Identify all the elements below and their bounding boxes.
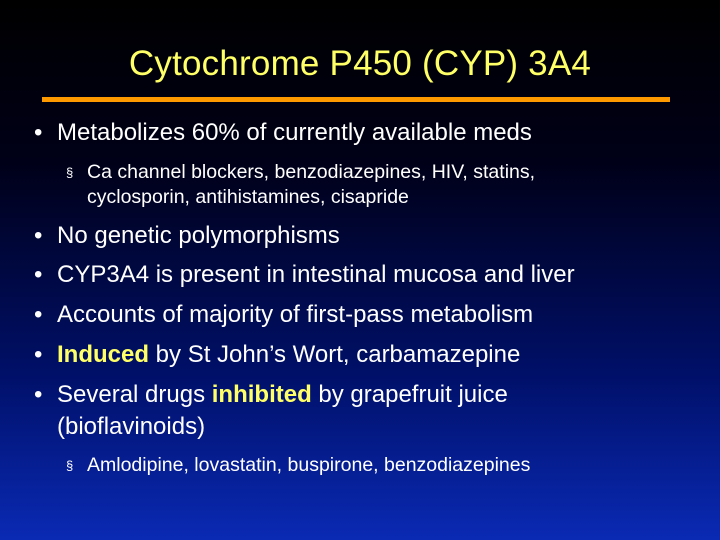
bullet-dot: • xyxy=(34,381,43,408)
bullet-dot: • xyxy=(34,341,43,368)
bullet-dot: • xyxy=(34,119,43,146)
bullet-text-pre: Several drugs xyxy=(57,381,212,408)
bullet-text-rest: by St John’s Wort, carbamazepine xyxy=(149,341,521,368)
bullet-text xyxy=(57,380,508,410)
bullet-text: Accounts of majority of first-pass metabolism xyxy=(57,301,534,328)
emphasis-induced: Induced xyxy=(57,341,150,368)
bullet-dot: • xyxy=(34,301,43,328)
bullet-text xyxy=(57,340,520,370)
sub-bullet-text-line: Amlodipine, lovastatin, buspirone, benzodiazepines xyxy=(87,454,531,476)
bullet-text: CYP3A4 is present in intestinal mucosa and liver xyxy=(57,261,575,288)
emphasis-inhibited: inhibited xyxy=(211,381,312,408)
bullet-text: Metabolizes 60% of currently available meds xyxy=(57,119,532,146)
sub-bullet-text-line: cyclosporin, antihistamines, cisapride xyxy=(87,186,409,208)
bullet-text: No genetic polymorphisms xyxy=(57,222,340,249)
title-divider xyxy=(42,97,670,102)
bullet-dot: • xyxy=(34,261,43,288)
slide-title: Cytochrome P450 (CYP) 3A4 xyxy=(128,44,592,83)
bullet-text-rest: by grapefruit juice xyxy=(311,381,508,408)
sub-bullet-text-line: Ca channel blockers, benzodiazepines, HIV, statins, xyxy=(87,161,536,183)
bullet-dot: • xyxy=(34,222,43,249)
bullet-text-line2: (bioflavinoids) xyxy=(57,413,206,440)
sub-bullet-marker: § xyxy=(66,165,74,180)
sub-bullet-marker: § xyxy=(66,458,74,473)
